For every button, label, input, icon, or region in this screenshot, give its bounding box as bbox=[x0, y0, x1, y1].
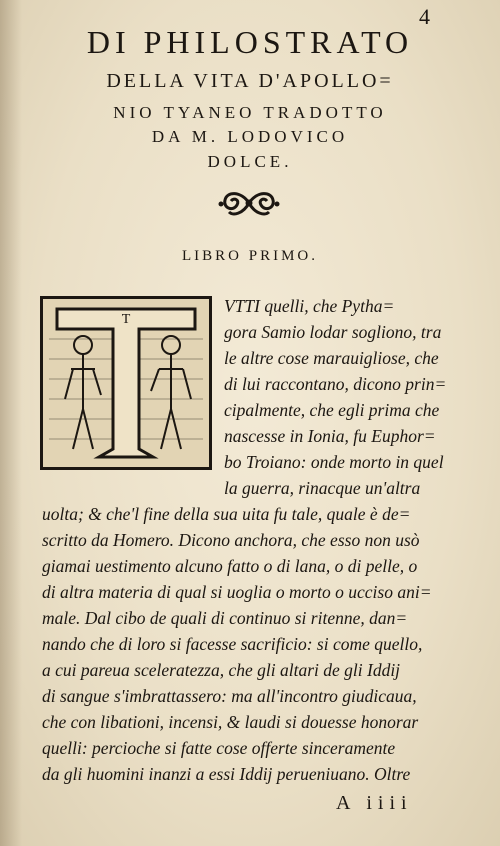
subtitle-line-4: DOLCE. bbox=[207, 152, 293, 171]
text-line: VTTI quelli, che Pytha= bbox=[224, 296, 395, 316]
text-line: quelli: percioche si fatte cose offerte sinceramente bbox=[42, 738, 396, 758]
text-line: le altre cose marauigliose, che bbox=[224, 348, 439, 368]
text-line: la guerra, rinacque un'altra bbox=[224, 478, 421, 498]
subtitle-line-1: DELLA VITA D'APOLLO= bbox=[106, 70, 394, 92]
text-line: cipalmente, che egli prima che bbox=[224, 400, 440, 420]
text-line: di altra materia di qual si uoglia o morto o ucciso ani= bbox=[42, 582, 432, 602]
text-line: uolta; & che'l fine della sua uita fu tale, quale è de= bbox=[42, 504, 411, 524]
text-line: gora Samio lodar sogliono, tra bbox=[224, 322, 442, 342]
text-line: di sangue s'imbrattassero: ma all'incontro giudicaua, bbox=[42, 686, 417, 706]
book-title: LIBRO PRIMO. bbox=[181, 248, 318, 264]
text-line: da gli huomini inanzi a essi Iddij perueniuano. Oltre bbox=[42, 764, 411, 784]
text-line: scritto da Homero. Dicono anchora, che esso non usò bbox=[42, 530, 420, 550]
fleuron-ornament bbox=[217, 188, 281, 223]
text-line: di lui raccontano, dicono prin= bbox=[224, 374, 447, 394]
page-number: 4 bbox=[419, 4, 430, 29]
text-line: nando che di loro si facesse sacrificio: si come quello, bbox=[42, 634, 423, 654]
signature-mark: A iiii bbox=[336, 792, 413, 814]
text-line: male. Dal cibo de quali di continuo si ritenne, dan= bbox=[42, 608, 408, 628]
initial-letter: T bbox=[121, 312, 131, 327]
text-line: giamai uestimento alcuno fatto o di lana, o di pelle, o bbox=[42, 556, 418, 576]
woodcut-initial-t bbox=[40, 296, 212, 470]
text-line: a cui pareua sceleratezza, che gli altari de gli Iddij bbox=[42, 660, 401, 680]
text-line: nascesse in Ionia, fu Euphor= bbox=[224, 426, 436, 446]
title-heading: DI PHILOSTRATO bbox=[86, 24, 414, 60]
subtitle-line-2: NIO TYANEO TRADOTTO bbox=[113, 103, 387, 122]
subtitle-line-3: DA M. LODOVICO bbox=[151, 127, 349, 146]
text-line: che con libationi, incensi, & laudi si douesse honorar bbox=[42, 712, 419, 732]
text-line: bo Troiano: onde morto in quel bbox=[224, 452, 444, 472]
